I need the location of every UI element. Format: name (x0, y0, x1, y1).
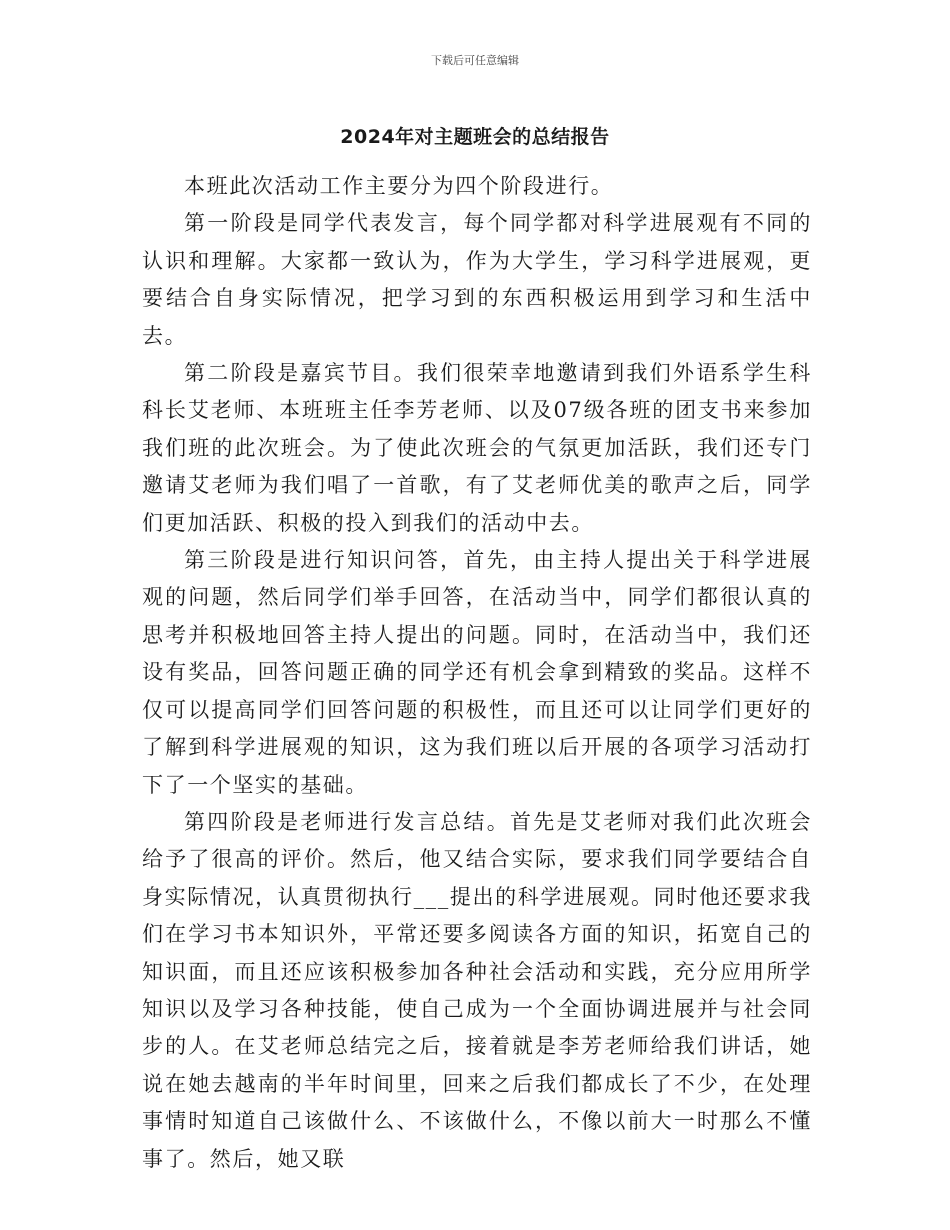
paragraph-stage-four: 第四阶段是老师进行发言总结。首先是艾老师对我们此次班会给予了很高的评价。然后，他又结合实际，要求我们同学要结合自身实际情况，认真贯彻执行___提出的科学进展观。同时他还要求我们在学习书本知识外，平常还要多阅读各方面的知识，拓宽自己的知识面，而且还应该积极参加各种社会活动和实践，充分应用所学知识以及学习各种技能，使自己成为一个全面协调进展并与社会同步的人。在艾老师总结完之后，接着就是李芳老师给我们讲话，她说在她去越南的半年时间里，回来之后我们都成长了不少，在处理事情时知道自己该做什么、不该做什么，不像以前大一时那么不懂事了。然后，她又联 (142, 809, 812, 1171)
paragraph-stage-two: 第二阶段是嘉宾节目。我们很荣幸地邀请到我们外语系学生科科长艾老师、本班班主任李芳老师、以及07级各班的团支书来参加我们班的此次班会。为了使此次班会的气氛更加活跃，我们还专门邀请艾老师为我们唱了一首歌，有了艾老师优美的歌声之后，同学们更加活跃、积极的投入到我们的活动中去。 (142, 361, 812, 535)
paragraph-stage-three: 第三阶段是进行知识问答，首先，由主持人提出关于科学进展观的问题，然后同学们举手回答，在活动当中，同学们都很认真的思考并积极地回答主持人提出的问题。同时，在活动当中，我们还设有奖品，回答问题正确的同学还有机会拿到精致的奖品。这样不仅可以提高同学们回答问题的积极性，而且还可以让同学们更好的了解到科学进展观的知识，这为我们班以后开展的各项学习活动打下了一个坚实的基础。 (142, 548, 812, 797)
paragraph-stage-one: 第一阶段是同学代表发言，每个同学都对科学进展观有不同的认识和理解。大家都一致认为，作为大学生，学习科学进展观，更要结合自身实际情况，把学习到的东西积极运用到学习和生活中去。 (142, 211, 812, 348)
document-title: 2024年对主题班会的总结报告 (340, 126, 610, 148)
page-header-note: 下载后可任意编辑 (431, 54, 519, 67)
document-body (142, 168, 812, 1178)
paragraph-intro: 本班此次活动工作主要分为四个阶段进行。 (184, 174, 614, 198)
